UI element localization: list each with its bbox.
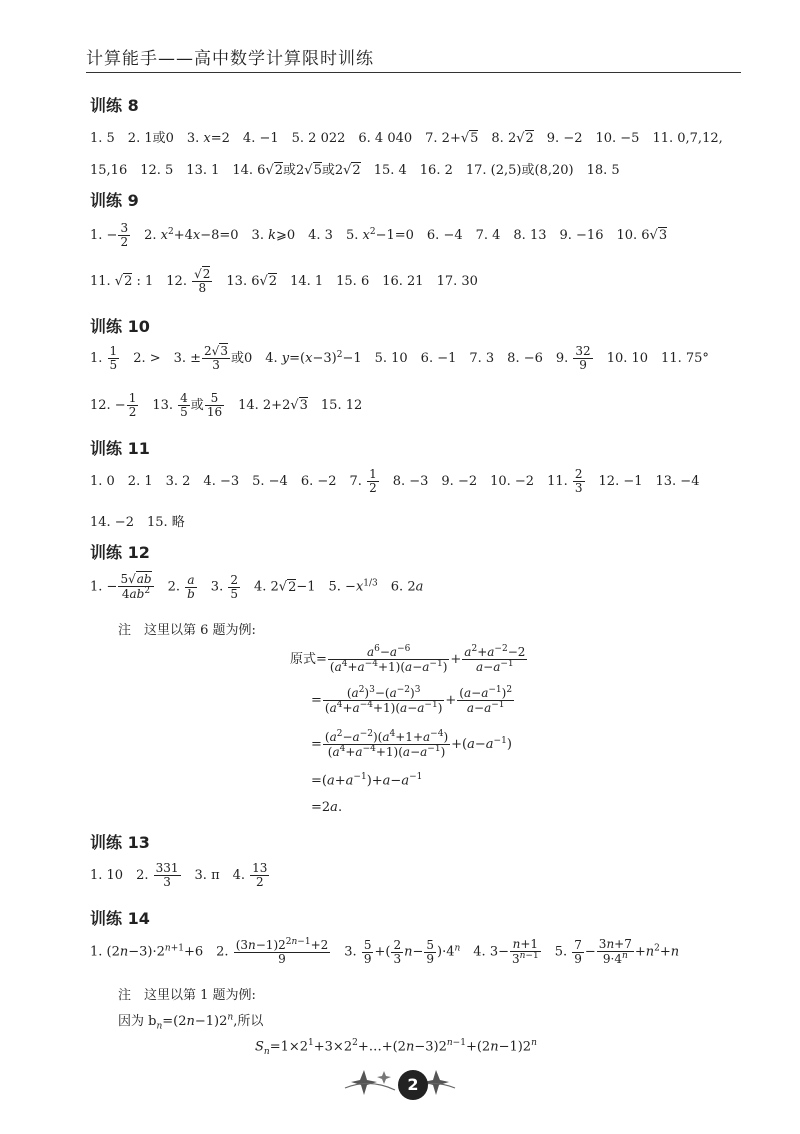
answers-11-line-2: 14. −2 15. 略 <box>90 515 185 530</box>
section-title-10: 训练 10 <box>90 317 150 336</box>
section-title-12: 训练 12 <box>90 543 150 562</box>
left-star-ornament-icon <box>345 1070 395 1095</box>
derivation-12-step-3: = $\frac{(a^2-a^{-2})(a^4+1+a^{-4})}{(a^4+a^{-4}+1)(a-a^{-1})}$ $+(a-a^{-1})$ <box>311 729 512 760</box>
answers-13-line-1: 1. 10 2. $\frac{331}{3}$ 3. π 4. $\frac{13}{2}$ <box>90 861 268 890</box>
section-title-9: 训练 9 <box>90 191 139 210</box>
section-title-14: 训练 14 <box>90 909 150 928</box>
section-title-8: 训练 8 <box>90 96 139 115</box>
answers-10-line-1: 1. $\frac{1}{5}$ 2. > 3. ± $\frac{2√3}{3}$ 或0 4. $y=(x-3)^2-1$ 5. 10 6. −1 7. 3 8. −6 9. $\frac{32}{9}$ 10. 10 11. 75° <box>90 344 709 373</box>
derivation-12-step-2: = $\frac{(a^2)^3-(a^{-2})^3}{(a^4+a^{-4}+1)(a-a^{-1})}$ + $\frac{(a-a^{-1})^2}{a-a^{-1}}$ <box>311 685 513 716</box>
header-rule <box>86 72 741 73</box>
answers-14-line-1: 1. $(2n-3)\cdot 2^{n+1}+6$ 2. $\frac{(3n-1)2^{2n-1}+2}{9}$ 3. $\frac{5}{9}$ +( $\frac{2}{3}$ n− $\frac{5}{9}$ )$\cdot 4^n$ 4. 3− $\frac{n+1}{3^{n-1}}$ 5. $\frac{7}{9}$ − $\frac{3n+7}{9\cdot 4^n}$ $+n^2+n$ <box>90 937 680 967</box>
section-title-11: 训练 11 <box>90 439 150 458</box>
page-number: 2 <box>398 1070 428 1100</box>
running-header: 计算能手——高中数学计算限时训练 <box>86 49 374 69</box>
note-14-line-2: 因为 $b_n=(2n-1)2^n$,所以 <box>118 1012 264 1032</box>
derivation-12-step-1: 原式= $\frac{a^6-a^{-6}}{(a^4+a^{-4}+1)(a-a^{-1})}$ + $\frac{a^2+a^{-2}-2}{a-a^{-1}}$ <box>290 644 526 675</box>
answers-9-line-1: 1. − $\frac{3}{2}$ 2. $x^2+4x-8=0$ 3. k⩾0 4. 3 5. $x^2-1=0$ 6. −4 7. 4 8. 13 9. −16 10. 6√3 <box>90 221 668 250</box>
answers-12-line-1: 1. − $\frac{5√ab}{4ab^2}$ 2. $\frac{a}{b}$ 3. $\frac{2}{5}$ 4. 2√2−1 5. $-x^{1/3}$ 6. 2a <box>90 572 424 602</box>
note-14-because: 因为 b <box>118 1014 157 1029</box>
answers-11-line-1: 1. 0 2. 1 3. 2 4. −3 5. −4 6. −2 7. $\frac{1}{2}$ 8. −3 9. −2 10. −2 11. $\frac{2}{3}$ 12. −1 13. −4 <box>90 467 700 496</box>
section-title-13: 训练 13 <box>90 833 150 852</box>
note-14: 注 这里以第 1 题为例: <box>118 988 256 1003</box>
sum-formula: $S_n=1\times 2^1+3\times 2^2+\dots+(2n-3)2^{n-1}+(2n-1)2^n$ <box>255 1038 537 1057</box>
answers-8-line-2: 15,16 12. 5 13. 1 14. 6√2或2√5或2√2 15. 4 16. 2 17. (2,5)或(8,20) 18. 5 <box>90 163 620 178</box>
note-12: 注 这里以第 6 题为例: <box>118 623 256 638</box>
derivation-12-step-4: $=(a+a^{-1})+a-a^{-1}$ <box>311 772 423 789</box>
answers-10-line-2: 12. − $\frac{1}{2}$ 13. $\frac{4}{5}$ 或 $\frac{5}{16}$ 14. 2+2√3 15. 12 <box>90 391 363 420</box>
answers-8-line-1: 1. 5 2. 1或0 3. x=2 4. −1 5. 2 022 6. 4 040 7. 2+√5 8. 2√2 9. −2 10. −5 11. 0,7,12, <box>90 131 723 146</box>
derivation-12-step-5: =2a. <box>311 800 343 815</box>
answers-9-line-2: 11. √2 : 1 12. $\frac{√2}{8}$ 13. 6√2 14. 1 15. 6 16. 21 17. 30 <box>90 267 478 296</box>
